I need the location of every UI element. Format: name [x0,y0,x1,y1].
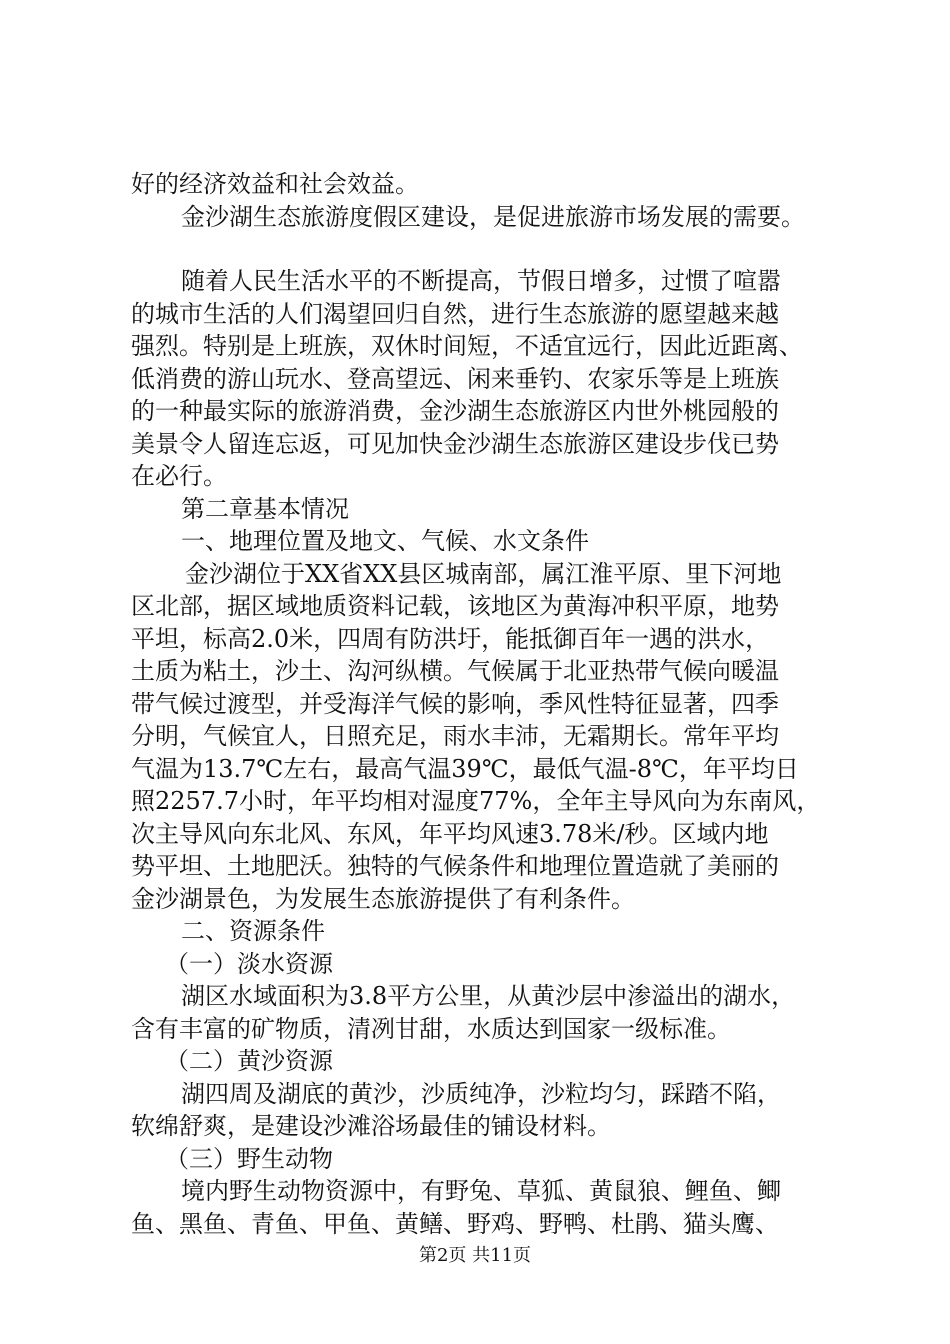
text-line: 低消费的游山玩水、登高望远、闲来垂钓、农家乐等是上班族 [131,364,779,393]
text-line: 势平坦、土地肥沃。独特的气候条件和地理位置造就了美丽的 [131,852,779,880]
text-line: 土质为粘土，沙土、沟河纵横。气候属于北亚热带气候向暖温 [131,657,779,685]
text-line: 金沙湖位于XX省XX县区城南部，属江淮平原、里下河地 [185,559,782,588]
document-body [131,168,831,1240]
text-line: 带气候过渡型，并受海洋气候的影响，季风性特征显著，四季 [131,689,779,718]
text-line: 的一种最实际的旅游消费，金沙湖生态旅游区内世外桃园般的 [131,397,779,425]
text-line: 平坦，标高2.0米，四周有防洪圩，能抵御百年一遇的洪水， [131,624,770,653]
text-line: 湖四周及湖底的黄沙，沙质纯净，沙粒均匀，踩踏不陷， [181,1079,781,1108]
text-line: 照2257.7小时，年平均相对湿度77%，全年主导风向为东南风， [131,787,821,815]
text-line: 湖区水域面积为3.8平方公里，从黄沙层中渗溢出的湖水， [181,982,796,1010]
page-number-footer: 第2页 共11页 [418,1245,532,1266]
text-line: 金沙湖生态旅游度假区建设，是促进旅游市场发展的需要。 [181,202,805,231]
text-line: 在必行。 [131,462,227,490]
section-heading: 二、资源条件 [181,917,325,945]
section-heading: 一、地理位置及地文、气候、水文条件 [181,527,589,555]
subsection-heading: （二）黄沙资源 [165,1047,333,1075]
text-line: 金沙湖景色，为发展生态旅游提供了有利条件。 [131,884,635,913]
text-line: 强烈。特别是上班族，双休时间短，不适宜远行，因此近距离、 [131,332,803,360]
text-line: 次主导风向东北风、东风，年平均风速3.78米/秒。区域内地 [131,819,769,848]
text-line: 鱼、黑鱼、青鱼、甲鱼、黄鳝、野鸡、野鸭、杜鹃、猫头鹰、 [131,1209,779,1238]
subsection-heading: （三）野生动物 [165,1144,333,1173]
paragraph-gap [131,233,831,265]
text-line: 气温为13.7℃左右，最高气温39℃，最低气温-8℃，年平均日 [131,754,799,783]
chapter-heading: 第二章基本情况 [181,494,349,523]
subsection-heading: （一）淡水资源 [165,949,333,978]
text-line: 软绵舒爽，是建设沙滩浴场最佳的铺设材料。 [131,1112,611,1140]
text-line: 随着人民生活水平的不断提高，节假日增多，过惯了喧嚣 [181,267,781,295]
text-line: 境内野生动物资源中，有野兔、草狐、黄鼠狼、鲤鱼、鲫 [181,1177,781,1205]
text-line: 分明，气候宜人，日照充足，雨水丰沛，无霜期长。常年平均 [131,722,779,750]
text-line: 区北部，据区域地质资料记载，该地区为黄海冲积平原，地势 [131,592,779,620]
text-line: 的城市生活的人们渴望回归自然，进行生态旅游的愿望越来越 [131,299,779,328]
text-line: 美景令人留连忘返，可见加快金沙湖生态旅游区建设步伐已势 [131,429,779,458]
text-line: 含有丰富的矿物质，清冽甘甜，水质达到国家一级标准。 [131,1014,731,1043]
text-line: 好的经济效益和社会效益。 [131,170,419,198]
